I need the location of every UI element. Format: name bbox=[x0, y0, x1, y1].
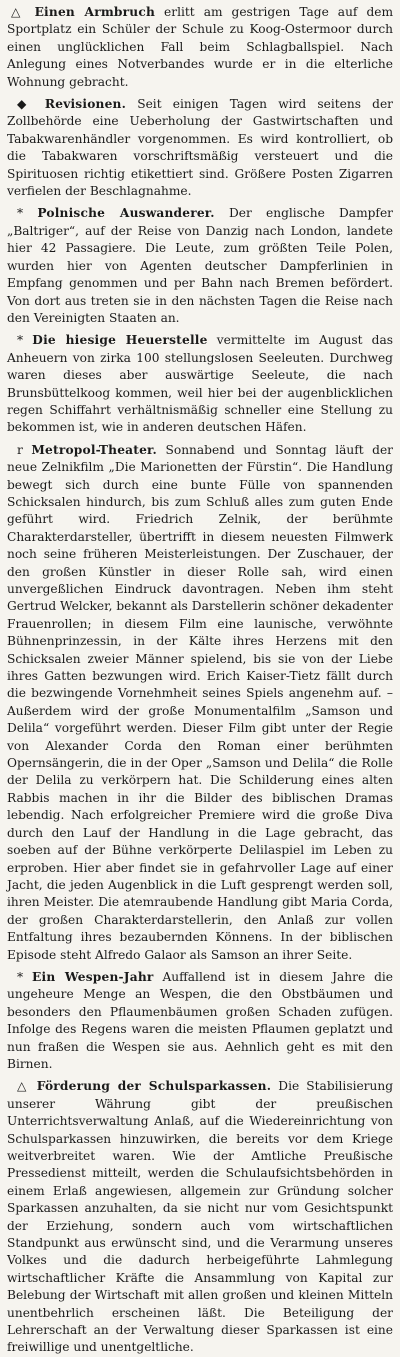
article-armbruch bbox=[7, 4, 393, 91]
article-heading: Revisionen. bbox=[44, 97, 127, 112]
article-marker: △ bbox=[17, 1079, 30, 1094]
article-heading: Metropol-Theater. bbox=[31, 442, 157, 457]
article-marker: △ bbox=[11, 5, 26, 19]
article-text: Auffallend ist in diesem Jahre die ungeheure Menge an Wespen, die den Obstbäumen und besonders den Pflaumenbäumen großen Schaden zufügen. Infolge des Regens waren die meisten Pflaumen geplatzt und nun fraßen die Wespen sie aus. Aehnlich geht es mit den Birnen. bbox=[7, 969, 393, 1071]
article-text: vermittelte im August das Anheuern von zirka 100 stellungslosen Seeleuten. Durchweg waren dieses aber auswärtige Seeleute, die nach Brunsbüttelkoog kommen, weil hier bei der augenblicklichen regen Schiffahrt verhältnismäßig schneller eine Stellung zu bekommen ist, wie in anderen deutschen Häfen. bbox=[7, 333, 394, 435]
article-wespen-jahr bbox=[7, 969, 393, 1073]
article-marker: * bbox=[17, 333, 24, 348]
article-text: Der englische Dampfer „Baltriger“, auf der Reise von Danzig nach London, landete hier 42 Passagiere. Die Leute, zum größten Teile Polen, wurden hier von Agenten deutscher Dampferlinien in Empfang genommen und per Bahn nach Bremen befördert. Von dort aus treten sie in den nächsten Tagen die Reise nach den Vereinigten Staaten an. bbox=[7, 206, 393, 325]
article-heading: Förderung der Schulsparkassen. bbox=[36, 1079, 272, 1094]
article-marker: * bbox=[17, 206, 24, 221]
article-marker: * bbox=[17, 969, 24, 984]
article-heading: Polnische Auswanderer. bbox=[37, 206, 215, 221]
article-text: Sonnabend und Sonntag läuft der neue Zelnikfilm „Die Marionetten der Fürstin“. Die Handlung bewegt sich durch eine bunte Fülle von spannenden Schicksalen hindurch, bis zum Schluß alles zum guten Ende geführt wird. Friedrich Zelnik, der berühmte Charakterdarsteller, übertrifft in diesem neuesten Filmwerk noch seine früheren Meisterleistungen. Der Zuschauer, der den großen Künstler in dieser Rolle sah, wird einen unvergeßlichen Eindruck davontragen. Neben ihm steht Gertrud Welcker, bekannt als Darstellerin schöner dekadenter Frauenrollen; in diesem Film eine launische, verwöhnte Bühnenprinzessin, in der Kälte ihres Herzens mit den Schicksalen zweier Männer spielend, bis sie von der Liebe ihres Gatten bezwungen wird. Erich Kaiser-Tietz fällt durch die bezwingende Vornehmheit seines Spiels angenehm auf. – Außerdem wird der große Monumentalfilm „Samson und Delila“ vorgeführt werden. Dieser Film gibt unter der Regie von Alexander Corda den Roman einer berühmten Opernsängerin, die in der Oper „Samson und Delila“ die Rolle der Delila zu verkörpern hat. Die Schilderung eines alten Rabbis machen in ihr die Bilder des biblischen Dramas lebendig. Nach erfolgreicher Premiere wird die große Diva durch den Lauf der Handlung in die Lage gebracht, das soeben auf der Bühne verkörperte Delilaspiel im Leben zu erproben. Hier aber findet sie in gefahrvoller Lage auf einer Jacht, die jeden Augenblick in die Luft gesprengt werden soll, ihren Meister. Die atemraubende Handlung gibt Maria Corda, der großen Charakterdarstellerin, den Anlaß zur vollen Entfaltung ihres bezaubernden Könnens. In der biblischen Episode steht Alfredo Galaor als Samson an ihrer Seite. bbox=[7, 442, 393, 962]
article-heading: Einen Armbruch bbox=[34, 5, 156, 19]
article-text: Seit einigen Tagen wird seitens der Zollbehörde eine Ueberholung der Gastwirtschaften und Tabakwarenhändler vorgenommen. Es wird kontrolliert, ob die Tabakwaren vorschriftsmäßig versteuert und die Spirituosen richtig etikettiert sind. Größere Posten Zigarren verfielen der Beschlagnahme. bbox=[7, 97, 394, 199]
article-text: Die Stabilisierung unserer Währung gibt der preußischen Unterrichtsverwaltung Anlaß, auf die Wiedereinrichtung von Schulsparkassen hinzuwirken, die bereits vor dem Kriege weitverbreitet waren. Wie der Amtliche Preußische Pressedienst mitteilt, werden die Schulaufsichtsbehörden in einem Erlaß angewiesen, allgemein zur Gründung solcher Sparkassen anzuhalten, da sie nicht nur vom Gesichtspunkt der Erziehung, sondern auch vom wirtschaftlichen Standpunkt aus erwünscht sind, und die Verarmung unseres Volkes und die dadurch herbeigeführte Lahmlegung wirtschaftlicher Kräfte die Ansammlung von Kapital zur Belebung der Wirtschaft mit allen großen und kleinen Mitteln unentbehrlich erscheinen läßt. Die Beteiligung der Lehrerschaft an der Verwaltung dieser Sparkassen ist eine freiwillige und unentgeltliche. bbox=[7, 1079, 394, 1355]
article-marker: r bbox=[17, 442, 23, 457]
article-text: erlitt am gestrigen Tage auf dem Sportplatz ein Schüler der Schule zu Koog-Ostermoor durch einen unglücklichen Fall beim Schlagballspiel. Nach Anlegung eines Notverbandes wurde er in die elterliche Wohnung gebracht. bbox=[7, 5, 394, 89]
article-polnische-auswanderer bbox=[7, 205, 393, 327]
article-revisionen bbox=[7, 96, 393, 200]
article-heading: Ein Wespen-Jahr bbox=[32, 969, 154, 984]
article-marker: ◆ bbox=[17, 97, 34, 112]
article-heuerstelle bbox=[7, 332, 393, 436]
article-metropol-theater bbox=[7, 442, 393, 964]
article-heading: Die hiesige Heuerstelle bbox=[32, 333, 208, 348]
article-schulsparkassen bbox=[7, 1078, 393, 1357]
